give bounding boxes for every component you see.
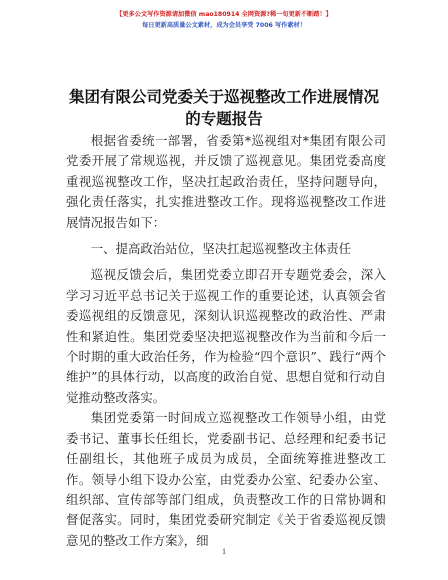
- promo-banner: [0, 9, 448, 31]
- document-title: [40, 86, 408, 130]
- body-paragraph: 集团党委第一时间成立巡视整改工作领导小组，由党委书记、董事长任组长，党委副书记、总经理和纪委书记任副组长，其他班子成员为成员，全面统筹推进整改工作。领导小组下设办公室，由党委办公室、纪委办公室、组织部、宣传部等部门组成，负责整改工作的日常协调和督促落实。同时，集团党委研究制定《关于省委巡视反馈意见的整改工作方案》，细: [66, 410, 386, 548]
- document-title-line-1: 集团有限公司党委关于巡视整改工作进展情况: [68, 88, 379, 106]
- promo-banner-line-1: 【更多公文写作资源请加微信 mao180914 全网资源?稀一旬更新不断踏！】: [116, 11, 332, 18]
- body-paragraph: 巡视反馈会后，集团党委立即召开专题党委会，深入学习习近平总书记关于巡视工作的重要论述，认真领会省委巡视组的反馈意见，深刻认识巡视整改的政治性、严肃性和紧迫性。集团党委坚决把巡视整改作为当前和今后一个时期的重大政治任务，作为检验“四个意识”、践行“两个维护”的具体行动，以高度的政治自觉、思想自觉和行动自觉推动整改落实。: [66, 267, 386, 405]
- page-number: 1: [222, 547, 226, 556]
- document-title-line-2: 的专题报告: [185, 110, 263, 128]
- intro-paragraph: 根据省委统一部署，省委第*巡视组对*集团有限公司党委开展了常规巡视，并反馈了巡视意见。集团党委高度重视巡视整改工作，坚决扛起政治责任，坚持问题导向，强化责任落实，扎实推进整改工作。现将巡视整改工作进展情况报告如下：: [66, 133, 386, 230]
- promo-banner-line-2: 每日更新高质量公文素材，成为会员享受 7006 写作素材！: [142, 22, 306, 29]
- document-body: [66, 131, 386, 551]
- section-heading: 一、提高政治站位，坚决扛起巡视整改主体责任: [90, 241, 351, 257]
